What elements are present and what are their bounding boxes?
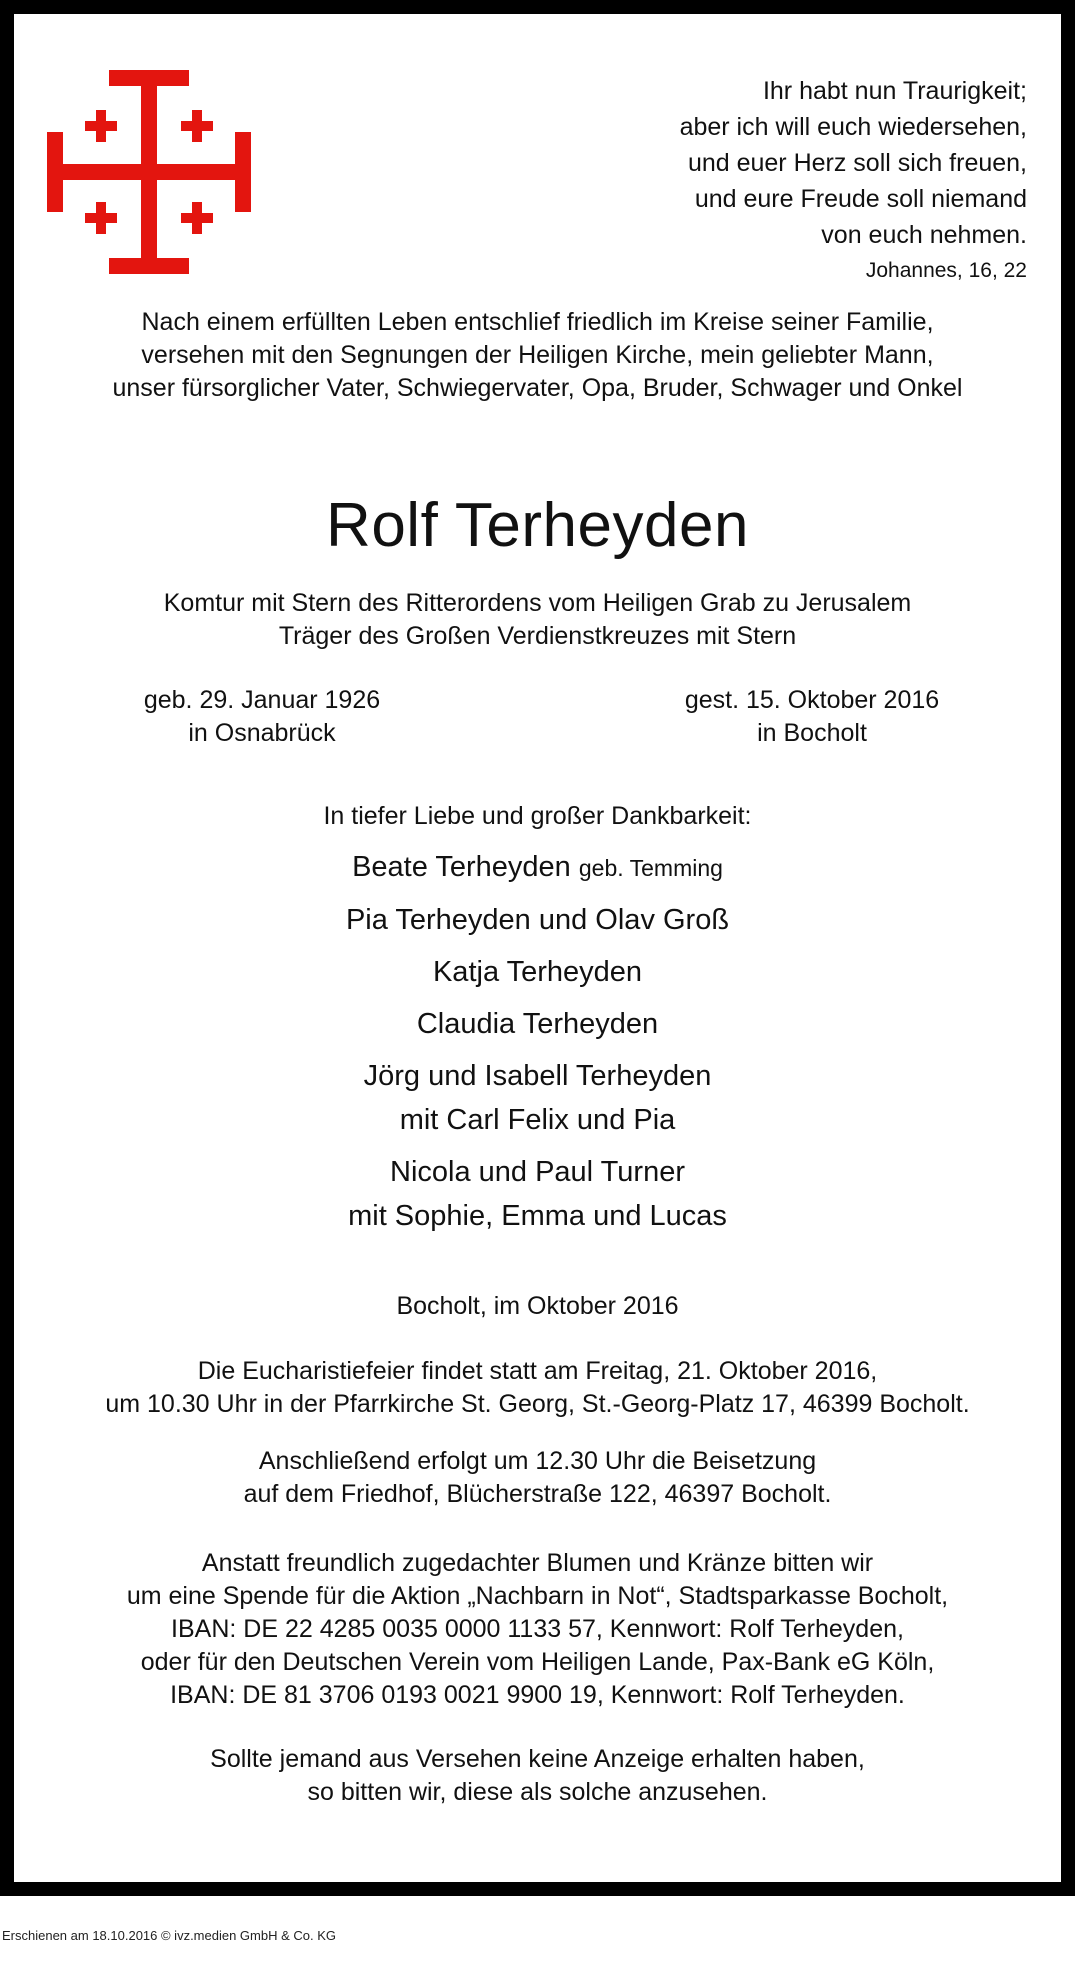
maiden-name: geb. Temming: [578, 855, 723, 881]
publication-footer: Erschienen am 18.10.2016 © ivz.medien GmbH & Co. KG: [2, 1928, 337, 1943]
intro-line: Nach einem erfüllten Leben entschlief friedlich im Kreise seiner Familie,: [141, 308, 934, 336]
jerusalem-cross-icon: [47, 70, 251, 274]
dedication-line: In tiefer Liebe und großer Dankbarkeit:: [323, 802, 752, 830]
closing-line: so bitten wir, diese als solche anzusehen.: [307, 1778, 768, 1806]
quote-line: von euch nehmen.: [821, 221, 1027, 249]
bible-quote: [680, 73, 1027, 287]
service-line: um 10.30 Uhr in der Pfarrkirche St. Georg, St.-Georg-Platz 17, 46399 Bocholt.: [105, 1390, 970, 1418]
burial-info: [0, 1445, 1075, 1511]
family-entry: [0, 1150, 1075, 1238]
service-info: [0, 1355, 1075, 1421]
intro-text: [0, 306, 1075, 405]
family-children: mit Carl Felix und Pia: [399, 1104, 676, 1136]
deceased-name: Rolf Terheyden: [326, 491, 749, 560]
honorary-titles: [0, 587, 1075, 653]
death-date: gest. 15. Oktober 2016: [684, 686, 940, 714]
place-and-date: Bocholt, im Oktober 2016: [396, 1292, 679, 1320]
family-name: Jörg und Isabell Terheyden: [363, 1060, 712, 1092]
family-entry: [0, 1054, 1075, 1142]
birth-info: [112, 684, 412, 750]
donation-line: um eine Spende für die Aktion „Nachbarn in Not“, Stadtsparkasse Bocholt,: [126, 1582, 949, 1610]
death-info: [662, 684, 962, 750]
title-line: Komtur mit Stern des Ritterordens vom Heiligen Grab zu Jerusalem: [163, 589, 912, 617]
family-name: Nicola und Paul Turner: [390, 1156, 685, 1188]
quote-line: Ihr habt nun Traurigkeit;: [762, 77, 1027, 105]
donation-line: IBAN: DE 22 4285 0035 0000 1133 57, Kennwort: Rolf Terheyden,: [171, 1615, 904, 1643]
burial-line: auf dem Friedhof, Blücherstraße 122, 46397 Bocholt.: [243, 1480, 832, 1508]
family-children: mit Sophie, Emma und Lucas: [348, 1200, 727, 1232]
quote-reference: Johannes, 16, 22: [865, 259, 1027, 282]
donation-line: Anstatt freundlich zugedachter Blumen und Kränze bitten wir: [201, 1549, 874, 1577]
death-place: in Bocholt: [757, 719, 867, 747]
service-line: Die Eucharistiefeier findet statt am Freitag, 21. Oktober 2016,: [197, 1357, 878, 1385]
quote-line: und eure Freude soll niemand: [694, 185, 1027, 213]
intro-line: versehen mit den Segnungen der Heiligen Kirche, mein geliebter Mann,: [141, 341, 934, 369]
quote-line: aber ich will euch wiedersehen,: [679, 113, 1027, 141]
donation-line: oder für den Deutschen Verein vom Heiligen Lande, Pax-Bank eG Köln,: [140, 1648, 935, 1676]
family-entry: Katja Terheyden: [432, 956, 643, 988]
closing-line: Sollte jemand aus Versehen keine Anzeige erhalten haben,: [210, 1745, 865, 1773]
family-entry: [0, 845, 1075, 890]
birth-place: in Osnabrück: [188, 719, 336, 747]
family-entry: Pia Terheyden und Olav Groß: [345, 904, 730, 936]
family-entry: Claudia Terheyden: [416, 1008, 659, 1040]
intro-line: unser fürsorglicher Vater, Schwiegervater, Opa, Bruder, Schwager und Onkel: [112, 374, 963, 402]
quote-line: und euer Herz soll sich freuen,: [687, 149, 1027, 177]
family-list: [0, 845, 1075, 1246]
title-line: Träger des Großen Verdienstkreuzes mit Stern: [278, 622, 797, 650]
donation-info: [0, 1547, 1075, 1712]
burial-line: Anschließend erfolgt um 12.30 Uhr die Beisetzung: [258, 1447, 817, 1475]
birth-date: geb. 29. Januar 1926: [143, 686, 381, 714]
donation-line: IBAN: DE 81 3706 0193 0021 9900 19, Kennwort: Rolf Terheyden.: [170, 1681, 905, 1709]
family-name: Beate Terheyden: [352, 851, 571, 883]
closing-note: [0, 1743, 1075, 1809]
